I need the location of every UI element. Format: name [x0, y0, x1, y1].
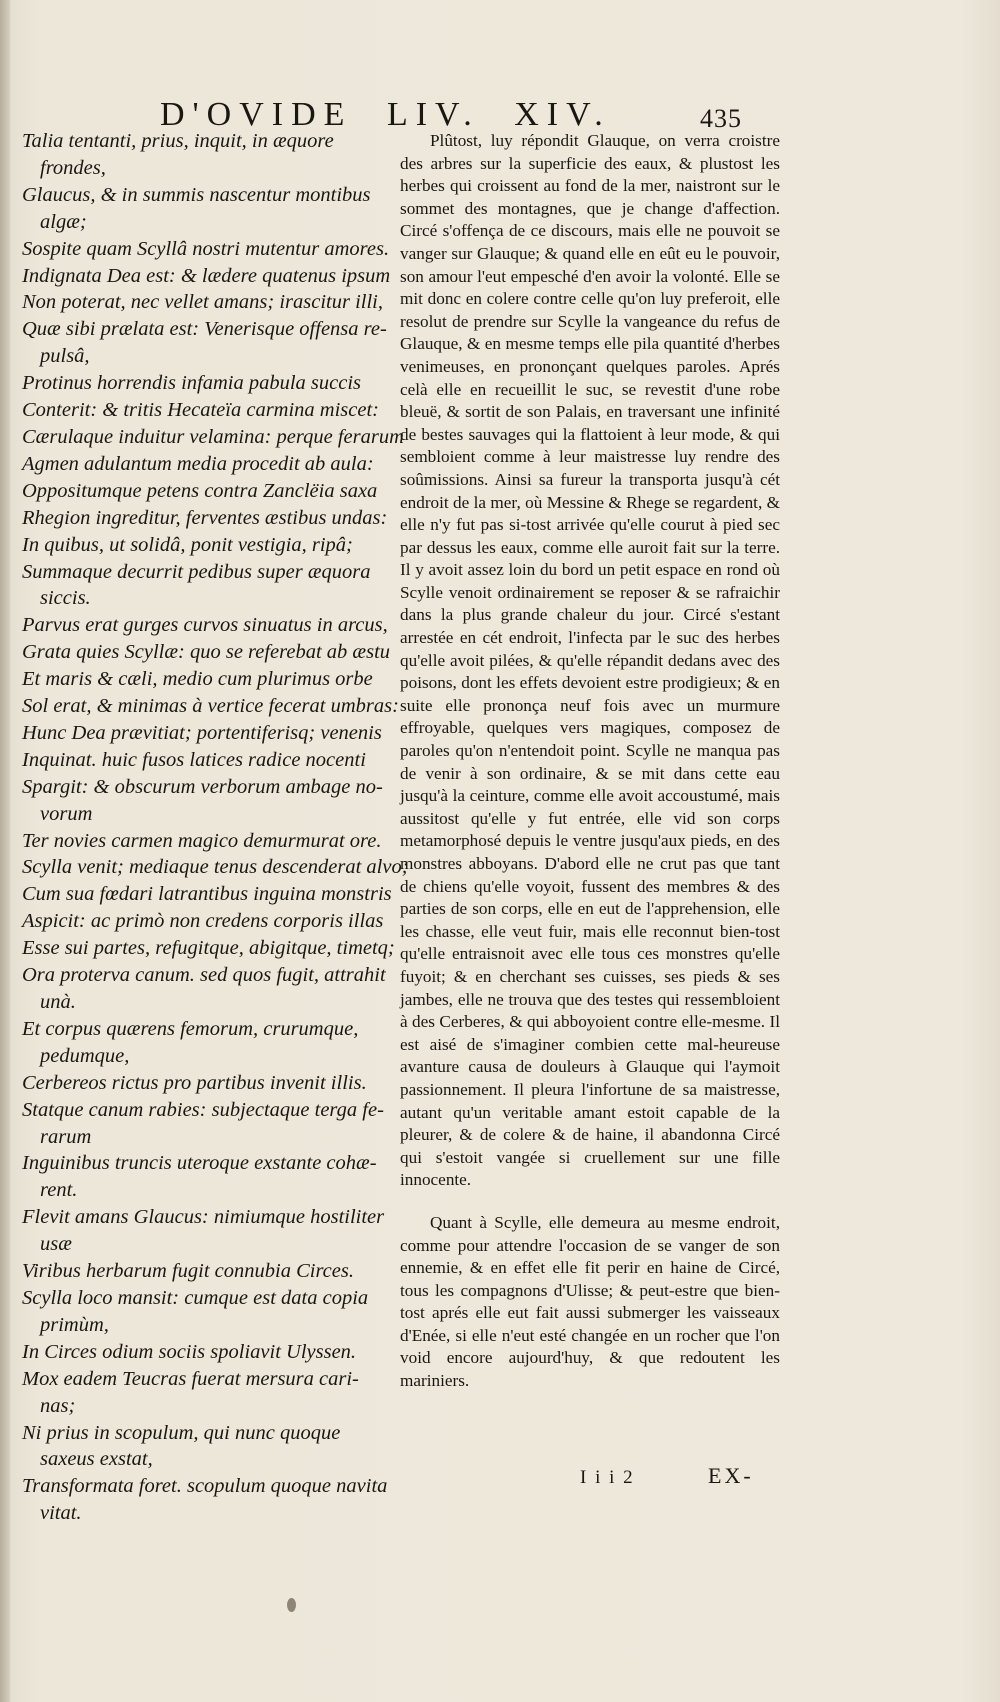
latin-line: Cum sua fœdari latrantibus inguina monstris	[22, 883, 392, 906]
latin-line: Flevit amans Glaucus: nimiumque hostiliter	[22, 1206, 385, 1229]
latin-line: In Circes odium sociis spoliavit Ulyssen.	[22, 1340, 357, 1363]
latin-line: Esse sui partes, refugitque, abigitque, timetq;	[22, 937, 395, 960]
latin-line: Viribus herbarum fugit connubia Circes.	[22, 1260, 354, 1283]
header-author: D'OVIDE	[160, 96, 353, 133]
latin-line: Et maris & cæli, medio cum plurimus orbe	[22, 668, 373, 691]
latin-line: Sospite quam Scyllâ nostri mutentur amores.	[22, 237, 390, 260]
latin-line: rent.	[40, 1179, 78, 1202]
latin-line: Protinus horrendis infamia pabula succis	[22, 372, 362, 395]
latin-line: Talia tentanti, prius, inquit, in æquore	[22, 130, 334, 152]
latin-line: nas;	[40, 1394, 76, 1417]
latin-line: Aspicit: ac primò non credens corporis illas	[22, 910, 384, 933]
latin-line: Et corpus quærens femorum, crurumque,	[22, 1017, 359, 1040]
latin-line: Ora proterva canum. sed quos fugit, attrahit	[22, 964, 386, 987]
latin-line: Cærulaque induitur velamina: perque ferarum	[22, 425, 404, 448]
latin-line: Cerbereos rictus pro partibus invenit illis.	[22, 1071, 367, 1094]
latin-line: saxeus exstat,	[40, 1448, 153, 1471]
latin-line: Scylla venit; mediaque tenus descenderat alvo;	[22, 856, 409, 879]
latin-line: Hunc Dea prævitiat; portentiferisq; venenis	[22, 721, 382, 744]
latin-line: Quæ sibi prælata est: Venerisque offensa re-	[22, 318, 387, 341]
latin-line: Sol erat, & minimas à vertice fecerat umbras:	[22, 695, 399, 718]
latin-line: Inquinat. huic fusos latices radice nocenti	[22, 748, 366, 771]
header-book-number: XIV.	[514, 96, 611, 133]
latin-line: In quibus, ut solidâ, ponit vestigia, ripâ;	[22, 533, 353, 556]
latin-line: Inguinibus truncis uteroque exstante cohæ-	[22, 1152, 377, 1175]
latin-line: vorum	[40, 802, 93, 825]
latin-line: Grata quies Scyllæ: quo se referebat ab æstu	[22, 641, 391, 664]
latin-verse-column	[22, 128, 409, 1527]
latin-line: Ter novies carmen magico demurmurat ore.	[22, 829, 382, 852]
latin-line: usæ	[40, 1233, 72, 1256]
latin-line: Statque canum rabies: subjectaque terga fe-	[22, 1098, 384, 1121]
latin-line: unà.	[40, 991, 76, 1013]
catchword: EX-	[708, 1463, 754, 1488]
signature-mark: I i i 2	[580, 1467, 635, 1488]
latin-line: Non poterat, nec vellet amans; irascitur illi,	[22, 291, 383, 314]
latin-line: Glaucus, & in summis nascentur montibus	[22, 183, 371, 206]
latin-line: Mox eadem Teucras fuerat mersura cari-	[22, 1367, 359, 1390]
latin-line: Indignata Dea est: & lædere quatenus ipsum	[22, 264, 391, 287]
latin-line: Agmen adulantum media procedit ab aula:	[22, 452, 374, 475]
latin-line: pedumque,	[40, 1044, 130, 1067]
page-number: 435	[700, 104, 742, 133]
latin-line: Summaque decurrit pedibus super æquora	[22, 560, 371, 583]
french-paragraph: Quant à Scylle, elle demeura au mesme endroit, comme pour attendre l'occasion de se vanger de son ennemie, & en effet elle fit perir en haine de Circé, tous les compagnons d'Ulisse; & peut-estre que bien-tost aprés elle eut fait aussi submerger les vaisseaux d'Enée, si elle n'eut esté changée en un rocher que l'on void encore aujourd'huy, & que redoutent les mariniers.	[400, 1212, 780, 1391]
latin-line: Parvus erat gurges curvos sinuatus in arcus,	[22, 614, 388, 637]
latin-line: algæ;	[40, 210, 87, 233]
latin-line: Rhegion ingreditur, ferventes æstibus undas:	[22, 506, 388, 529]
latin-line: frondes,	[40, 156, 106, 179]
ink-stain	[287, 1598, 296, 1612]
page-binding-shadow	[0, 0, 10, 1702]
header-book: LIV.	[386, 96, 480, 133]
latin-line: Scylla loco mansit: cumque est data copia	[22, 1286, 369, 1309]
french-paragraph: Plûtost, luy répondit Glauque, on verra croistre des arbres sur la superficie des eaux, & plustost les herbes qui croissent au fond de la mer, naistront sur le sommet des montagnes, que je change d'affection. Circé s'offença de ce discours, mais elle ne pouvoit se vanger sur Glauque; & quand elle en eût eu le pouvoir, son amour l'eut empesché d'en avoir la volonté. Elle se mit donc en colere contre celle qu'on luy preferoit, elle resolut de prendre sur Scylle la vangeance du refus de Glauque, & en mesme temps elle pila quantité d'herbes venimeuses, en prononçant quelques paroles. Aprés celà elle en recueillit le suc, se revestit d'une robe bleuë, & sortit de son Palais, en traversant une infinité de bestes sauvages qui la flattoient à leur mode, & qui sembloient comme à leur maistresse luy rendre des soûmissions. Ainsi sa fureur la transporta jusqu'à cét endroit de la mer, où Messine & Rhege se regardent, & elle n'y fut pas si-tost arrivée qu'elle courut à pied sec par dessus les eaux, comme elle auroit fait sur la terre. Il y avoit assez loin du bord un petit espace en rond où Scylle venoit ordinairement se reposer & se rafraichir dans la plus grande chaleur du jour. Circé s'estant arrestée en cét endroit, l'infecta par le suc des herbes qu'elle avoit pilées, & qu'elle répandit dedans avec des poisons, dont les effets devoient estre prodigieux; & en suite elle prononça neuf fois avec un murmure effroyable, quelques vers magiques, composez de paroles qu'on n'entendoit point. Scylle ne manqua pas de venir à son ordinaire, & se mit dans cette eau jusqu'à la ceinture, comme elle avoit accoustumé, mais aussitost qu'elle y fut entrée, elle vid son corps metamorphosé depuis le ventre jusqu'aux pieds, en des monstres abboyans. D'abord elle ne crut pas que tant de chiens qu'elle voyoit, fussent des membres & des parties de son corps, elle en eut de l'apprehension, elle les chasse, elle veut fuir, mais elle reconnut bien-tost qu'elle entraisnoit avec elle tous ces monstres qu'elle fuyoit; & en cherchant ses cuisses, ses pieds & ses jambes, elle ne trouva que des testes qui ressembloient à des Cerberes, & qui abboyoient contre elle-mesme. Il est aisé de s'imaginer combien cette mal-heureuse avanture causa de douleurs à Glauque qui l'aymoit passionnement. Il pleura l'infortune de sa maistresse, autant qu'un veritable amant estoit capable de la pleurer, & de colere & de haine, il abandonna Circé qui s'estoit vangée si cruellement sur une fille innocente.	[400, 131, 780, 1190]
latin-line: Oppositumque petens contra Zanclëia saxa	[22, 479, 378, 502]
latin-line: Spargit: & obscurum verborum ambage no-	[22, 775, 383, 798]
latin-line: rarum	[40, 1125, 92, 1148]
latin-line: Ni prius in scopulum, qui nunc quoque	[22, 1421, 341, 1444]
latin-line: primùm,	[40, 1313, 109, 1336]
latin-line: vitat.	[40, 1502, 82, 1525]
latin-line: Transformata foret. scopulum quoque navita	[22, 1475, 388, 1498]
french-prose-column	[400, 130, 780, 1393]
latin-line: siccis.	[40, 587, 91, 610]
latin-line: Conterit: & tritis Hecateïa carmina miscet:	[22, 399, 379, 422]
latin-line: pulsâ,	[40, 345, 90, 368]
